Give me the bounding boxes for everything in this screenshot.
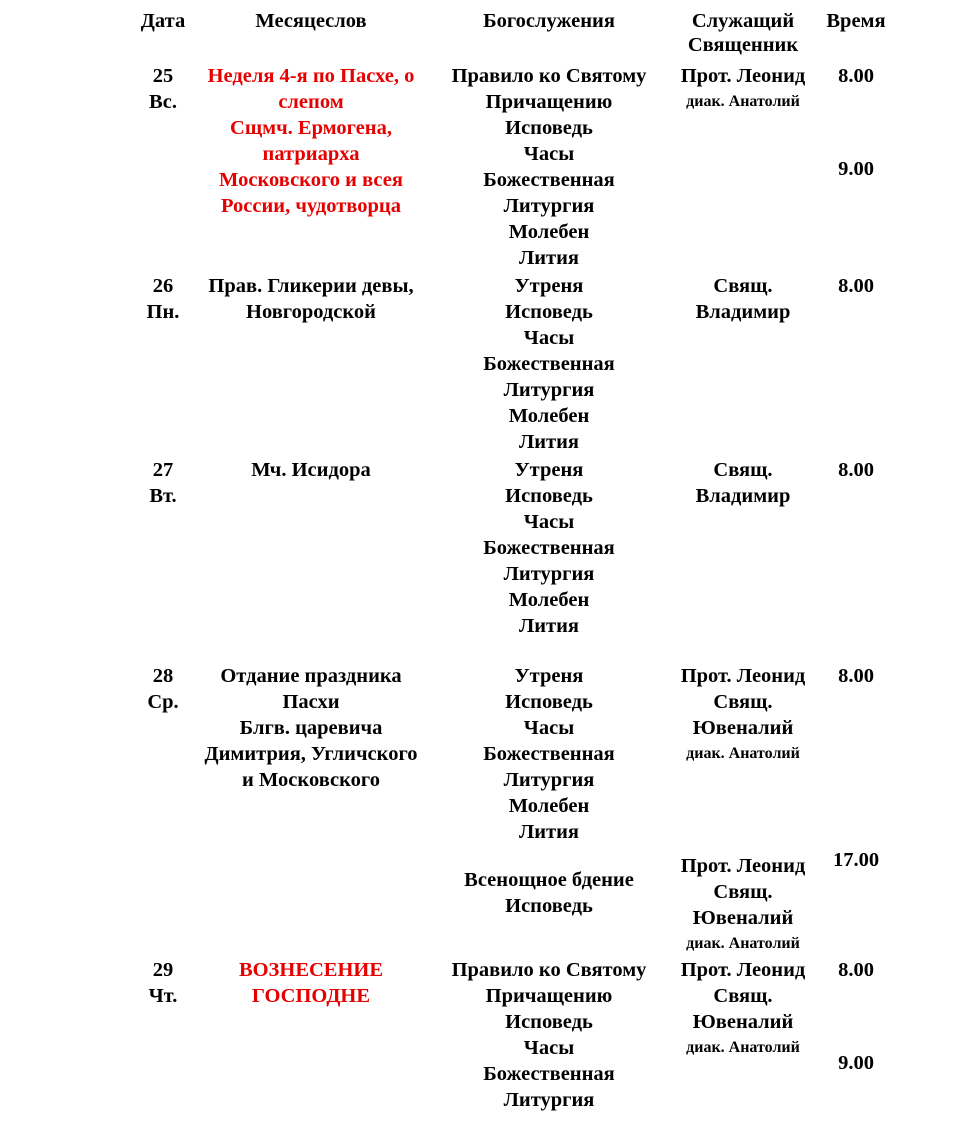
- row-time-27: 8.00: [838, 459, 874, 481]
- row-time-28-evening: 17.00: [832, 849, 880, 871]
- row-priests-25: Прот. Леонид диак. Анатолий: [680, 65, 806, 110]
- row-services-28: Утреня Исповедь Часы Божественная Литургия Молебен Лития: [483, 665, 615, 843]
- row-feast-29: ВОЗНЕСЕНИЕ ГОСПОДНЕ: [238, 959, 384, 1007]
- row-priests-27: Свящ. Владимир: [695, 459, 791, 507]
- row-services-27: Утреня Исповедь Часы Божественная Литургия Молебен Лития: [483, 459, 615, 637]
- row-time-29-a: 8.00: [838, 959, 874, 981]
- row-time-26: 8.00: [838, 275, 874, 297]
- row-feast-25: Неделя 4-я по Пасхе, о слепом Сщмч. Ермогена, патриарха Московского и всея России, чудотворца: [207, 65, 415, 217]
- row-time-25-b: 9.00: [838, 158, 874, 180]
- row-services-28-evening: Всенощное бдение Исповедь: [464, 869, 634, 917]
- row-date-27: 27 Вт.: [149, 459, 177, 507]
- row-services-29: Правило ко Святому Причащению Исповедь Часы Божественная Литургия: [451, 959, 647, 1111]
- header-services: Богослужения: [483, 10, 615, 32]
- header-priest: Служащий Священник: [687, 10, 799, 56]
- row-date-29: 29 Чт.: [148, 959, 178, 1007]
- row-priests-28: Прот. Леонид Свящ. Ювеналий диак. Анатолий: [680, 665, 806, 762]
- row-time-29-b: 9.00: [838, 1052, 874, 1074]
- row-time-28: 8.00: [838, 665, 874, 687]
- row-date-28: 28 Ср.: [147, 665, 179, 713]
- row-priests-28-evening: Прот. Леонид Свящ. Ювеналий диак. Анатолий: [680, 855, 806, 952]
- row-date-25: 25 Вс.: [149, 65, 177, 113]
- header-time: Время: [826, 10, 886, 32]
- header-calendar: Месяцеслов: [255, 10, 367, 32]
- row-priests-26: Свящ. Владимир: [695, 275, 791, 323]
- header-date: Дата: [140, 10, 186, 32]
- row-priests-29: Прот. Леонид Свящ. Ювеналий диак. Анатолий: [680, 959, 806, 1056]
- row-time-25-a: 8.00: [838, 65, 874, 87]
- row-services-25: Правило ко Святому Причащению Исповедь Часы Божественная Литургия Молебен Лития: [451, 65, 647, 269]
- row-date-26: 26 Пн.: [146, 275, 180, 323]
- row-feast-26: Прав. Гликерии девы, Новгородской: [208, 275, 414, 323]
- row-feast-28: Отдание праздника Пасхи Блгв. царевича Димитрия, Угличского и Московского: [204, 665, 418, 791]
- row-services-26: Утреня Исповедь Часы Божественная Литургия Молебен Лития: [483, 275, 615, 453]
- row-feast-27: Мч. Исидора: [251, 459, 371, 481]
